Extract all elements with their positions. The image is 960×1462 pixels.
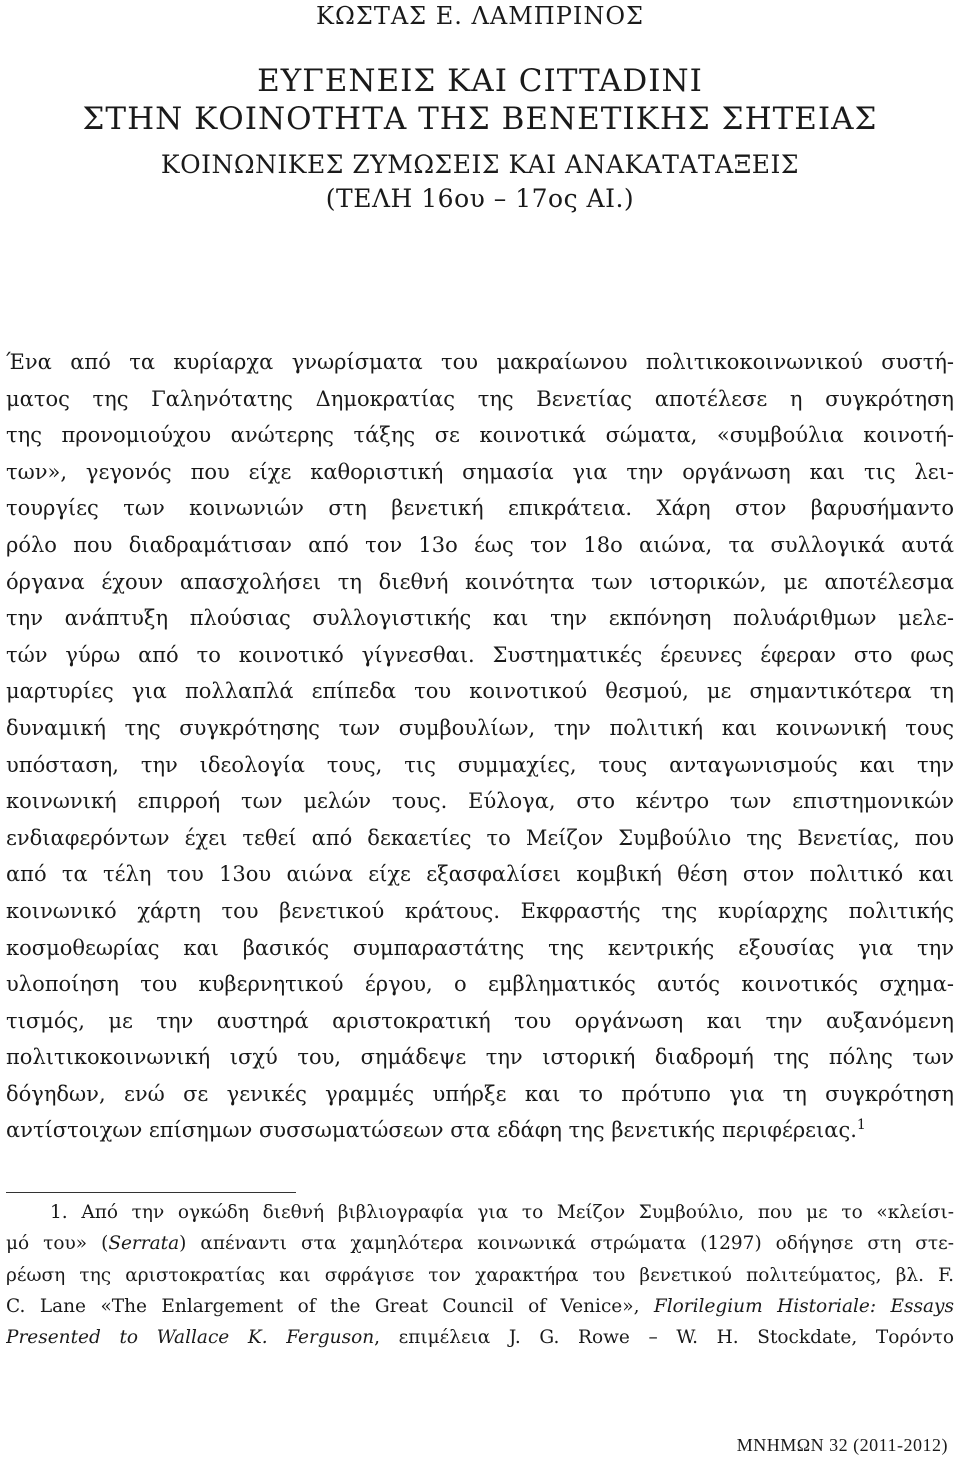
author-name: ΚΩΣΤΑΣ Ε. ΛΑΜΠΡΙΝΟΣ	[316, 2, 644, 30]
article-heading	[0, 62, 960, 216]
body-line-text: αντίστοιχων επίσημων συσσωματώσεων στα εδάφη της βενετικής περιφέρειας.	[6, 1118, 857, 1143]
body-line: ρόλο που διαδραμάτισαν από τον 13ο έως τον 18ο αιώνα, τα συλλογικά αυτά	[6, 532, 954, 557]
footnote-line	[6, 1228, 954, 1259]
body-line: κοινωνικό χάρτη του βενετικού κράτους. Εκφραστής της κυρίαρχης πολιτικής	[6, 898, 954, 923]
article-title-line-1: ΕΥΓΕΝΕΙΣ ΚΑΙ CITTADINI	[257, 63, 703, 99]
body-line: ματος της Γαληνότατης Δημοκρατίας της Βενετίας αποτέλεσε η συγκρότηση	[6, 386, 954, 411]
body-line: τουργίες των κοινωνιών στη βενετική επικράτεια. Χάρη στον βαρυσήμαντο	[6, 496, 954, 521]
footnote-divider	[6, 1192, 296, 1193]
body-line: τών γύρω από το κοινοτικό γίγνεσθαι. Συστηματικές έρευνες έφεραν στο φως	[6, 642, 954, 667]
body-line: δόγηδων, ενώ σε γενικές γραμμές υπήρξε και το πρότυπο για τη συγκρότηση	[6, 1081, 954, 1106]
body-line: δυναμική της συγκρότησης των συμβουλίων, την πολιτική και κοινωνική τους	[6, 715, 954, 740]
footnote-reference[interactable]: 1	[856, 1117, 866, 1134]
body-line: τισμός, με την αυστηρά αριστοκρατική του οργάνωση και την αυξανόμενη	[6, 1008, 954, 1033]
body-line: όργανα έχουν απασχολήσει τη διεθνή κοινότητα των ιστορικών, με αποτέλεσμα	[6, 569, 954, 594]
body-line: κοινωνική επιρροή των μελών τους. Εύλογα, στο κέντρο των επιστημονικών	[6, 789, 954, 814]
body-line: Ένα από τα κυρίαρχα γνωρίσματα του μακραίωνου πολιτικοκοινωνικού συστή-	[6, 350, 954, 374]
body-line: των», γεγονός που είχε καθοριστική σημασία για την οργάνωση και τις λει-	[6, 459, 954, 484]
footnote-line	[6, 1322, 954, 1353]
article-subtitle-line-1: ΚΟΙΝΩΝΙΚΕΣ ΖΥΜΩΣΕΙΣ ΚΑΙ ΑΝΑΚΑΤΑΤΑΞΕΙΣ	[160, 150, 800, 179]
footnote-italic-title: Presented to Wallace K. Ferguson	[6, 1327, 375, 1349]
body-line: κοσμοθεωρίας και βασικός συμπαραστάτης της κεντρικής εξουσίας για την	[6, 935, 954, 960]
body-line: υλοποίηση του κυβερνητικού έργου, ο εμβληματικός αυτός κοινοτικός σχημα-	[6, 972, 954, 997]
footnote-text: C. Lane «The Enlargement of the Great Council of Venice»,	[6, 1295, 654, 1317]
footnote-italic-title: Florilegium Historiale: Essays	[653, 1295, 954, 1317]
body-line-last	[6, 1112, 954, 1149]
article-subtitle-line-2: (ΤΕΛΗ 16ου – 17ος ΑΙ.)	[325, 184, 635, 213]
footnote-line: 1. Από την ογκώδη διεθνή βιβλιογραφία για το Μείζον Συμβούλιο, που με το «κλείσι-	[50, 1202, 954, 1223]
footnote	[6, 1197, 954, 1353]
body-line: της προνομιούχου ανώτερης τάξης σε κοινοτικά σώματα, «συμβούλια κοινοτή-	[6, 423, 954, 448]
body-line: την ανάπτυξη πλούσιας συλλογιστικής και την εκπόνηση πολυάριθμων μελε-	[6, 606, 954, 631]
footnote-italic-term: Serrata	[108, 1233, 180, 1255]
body-line: ενδιαφερόντων έχει τεθεί από δεκαετίες το Μείζον Συμβούλιο της Βενετίας, που	[6, 825, 954, 850]
footnote-line: ρέωση της αριστοκρατίας και σφράγισε τον χαρακτήρα του βενετικού πολιτεύματος, βλ. F.	[6, 1264, 954, 1286]
body-line: από τα τέλη του 13ου αιώνα είχε εξασφαλίσει κομβική θέση στον πολιτικό και	[6, 862, 954, 887]
journal-citation: ΜΝΗΜΩΝ 32 (2011-2012)	[736, 1435, 948, 1455]
body-line: πολιτικοκοινωνική ισχύ του, σημάδεψε την ιστορική διαδρομή της πόλης των	[6, 1045, 954, 1070]
footnote-text: ) απέναντι στα χαμηλότερα κοινωνικά στρώματα (1297) οδήγησε στη στε-	[179, 1233, 954, 1255]
body-paragraph	[6, 344, 954, 1149]
footnote-line	[6, 1291, 954, 1322]
body-line: μαρτυρίες για πολλαπλά επίπεδα του κοινοτικού θεσμού, με σημαντικότερα τη	[6, 679, 954, 704]
body-line: υπόσταση, την ιδεολογία τους, τις συμμαχίες, τους ανταγωνισμούς και την	[6, 752, 954, 777]
footnote-text: , επιμέλεια J. G. Rowe – W. H. Stockdate, Τορόντο	[374, 1327, 954, 1349]
article-title-line-2: ΣΤΗΝ ΚΟΙΝΟΤΗΤΑ ΤΗΣ ΒΕΝΕΤΙΚΗΣ ΣΗΤΕΙΑΣ	[82, 101, 878, 137]
footnote-text: μό του» (	[6, 1233, 109, 1255]
